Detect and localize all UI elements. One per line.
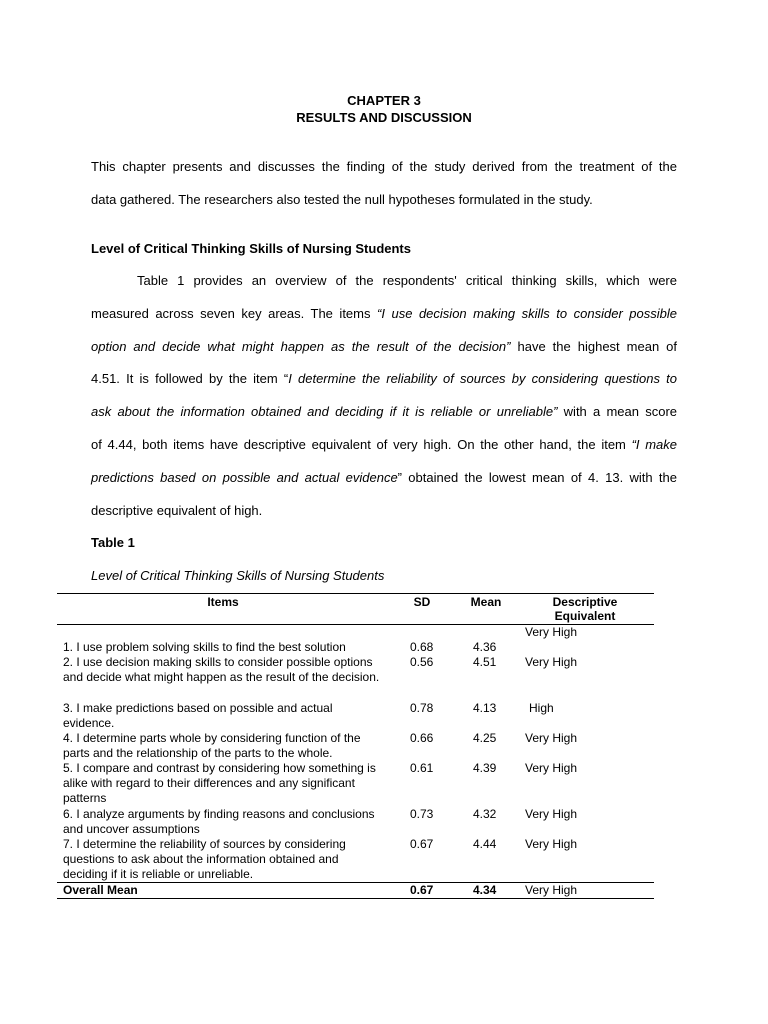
italic-quote: “I make [631, 436, 677, 452]
row-4-desc: Very High [525, 731, 578, 745]
row-4-sd: 0.66 [410, 731, 434, 745]
intro-line-2: data gathered. The researchers also tested the null hypotheses formulated in the study. [91, 191, 593, 207]
row-5-item: 5. I compare and contrast by considering how something is alike with regard to their differences and any significant patterns [63, 761, 376, 805]
overall-mean: 4.34 [473, 883, 497, 897]
row-2-item: 2. I use decision making skills to consider possible options and decide what might happen as the result of the decision. [63, 655, 380, 684]
header-desc-line1: Descriptive [552, 595, 618, 609]
text-run: of 4.44, both items have descriptive equivalent of very high. On the other hand, the item [91, 436, 632, 452]
italic-quote: ask about the information obtained and deciding if it is reliable or unreliable” [91, 404, 558, 420]
row-4-item: 4. I determine parts whole by considering function of the parts and the relationship of the parts to the whole. [63, 731, 361, 760]
text-run: have the highest mean of [510, 338, 678, 354]
row-2-sd: 0.56 [410, 655, 434, 669]
chapter-title: RESULTS AND DISCUSSION [296, 110, 472, 125]
row-4-mean: 4.25 [473, 731, 497, 745]
discussion-line-7 [91, 462, 677, 495]
row-7-mean: 4.44 [473, 837, 497, 851]
discussion-line-4 [91, 363, 677, 396]
row-6-item: 6. I analyze arguments by finding reasons and conclusions and uncover assumptions [63, 807, 375, 836]
text-run: ” obtained the lowest mean of 4. 13. with the [397, 469, 677, 485]
discussion-line-2 [91, 298, 677, 331]
header-items: Items [207, 595, 239, 609]
intro-line-1: This chapter presents and discusses the finding of the study derived from the treatment of the [91, 159, 677, 174]
row-3-desc: High [529, 701, 554, 715]
row-6-mean: 4.32 [473, 807, 497, 821]
text-run: 4.51. It is followed by the item “ [91, 371, 289, 387]
discussion-line-1: Table 1 provides an overview of the respondents' critical thinking skills, which were [137, 273, 677, 288]
italic-quote: “I use decision making skills to consider possible [377, 305, 677, 321]
intro-paragraph [91, 151, 677, 217]
overall-desc: Very High [525, 883, 578, 897]
row-6-sd: 0.73 [410, 807, 434, 821]
section-heading: Level of Critical Thinking Skills of Nursing Students [91, 241, 411, 256]
header-sd: SD [413, 595, 431, 609]
discussion-line-8: descriptive equivalent of high. [91, 502, 263, 518]
row-1-desc: Very High [525, 625, 578, 639]
header-desc-line2: Equivalent [554, 609, 616, 623]
text-run: measured across seven key areas. The items [91, 305, 378, 321]
italic-quote: option and decide what might happen as the result of the decision” [91, 338, 511, 354]
row-5-mean: 4.39 [473, 761, 497, 775]
table-bottom-rule [57, 898, 654, 899]
chapter-number: CHAPTER 3 [347, 93, 421, 108]
discussion-line-5 [91, 396, 677, 429]
header-mean: Mean [470, 595, 502, 609]
row-5-desc: Very High [525, 761, 578, 775]
overall-label: Overall Mean [63, 883, 138, 897]
row-7-desc: Very High [525, 837, 578, 851]
row-5-sd: 0.61 [410, 761, 434, 775]
table-label: Table 1 [91, 535, 135, 550]
row-3-mean: 4.13 [473, 701, 497, 715]
table-caption: Level of Critical Thinking Skills of Nursing Students [91, 568, 385, 583]
row-7-sd: 0.67 [410, 837, 434, 851]
discussion-line-3 [91, 331, 677, 364]
row-1-sd: 0.68 [410, 640, 434, 654]
row-2-desc: Very High [525, 655, 578, 669]
discussion-line-6 [91, 429, 677, 462]
table-top-rule [57, 593, 654, 594]
row-7-item: 7. I determine the reliability of sources by considering questions to ask about the information obtained and deciding if it is reliable or unreliable. [63, 837, 346, 881]
row-3-item: 3. I make predictions based on possible and actual evidence. [63, 701, 333, 730]
row-3-sd: 0.78 [410, 701, 434, 715]
row-1-item: 1. I use problem solving skills to find the best solution [63, 640, 346, 654]
italic-quote: I determine the reliability of sources by considering questions to [288, 371, 677, 387]
text-run: with a mean score [557, 404, 678, 420]
overall-sd: 0.67 [410, 883, 434, 897]
row-2-mean: 4.51 [473, 655, 497, 669]
discussion-paragraph [91, 265, 677, 527]
italic-quote: predictions based on possible and actual evidence [91, 469, 398, 485]
row-1-mean: 4.36 [473, 640, 497, 654]
row-6-desc: Very High [525, 807, 578, 821]
